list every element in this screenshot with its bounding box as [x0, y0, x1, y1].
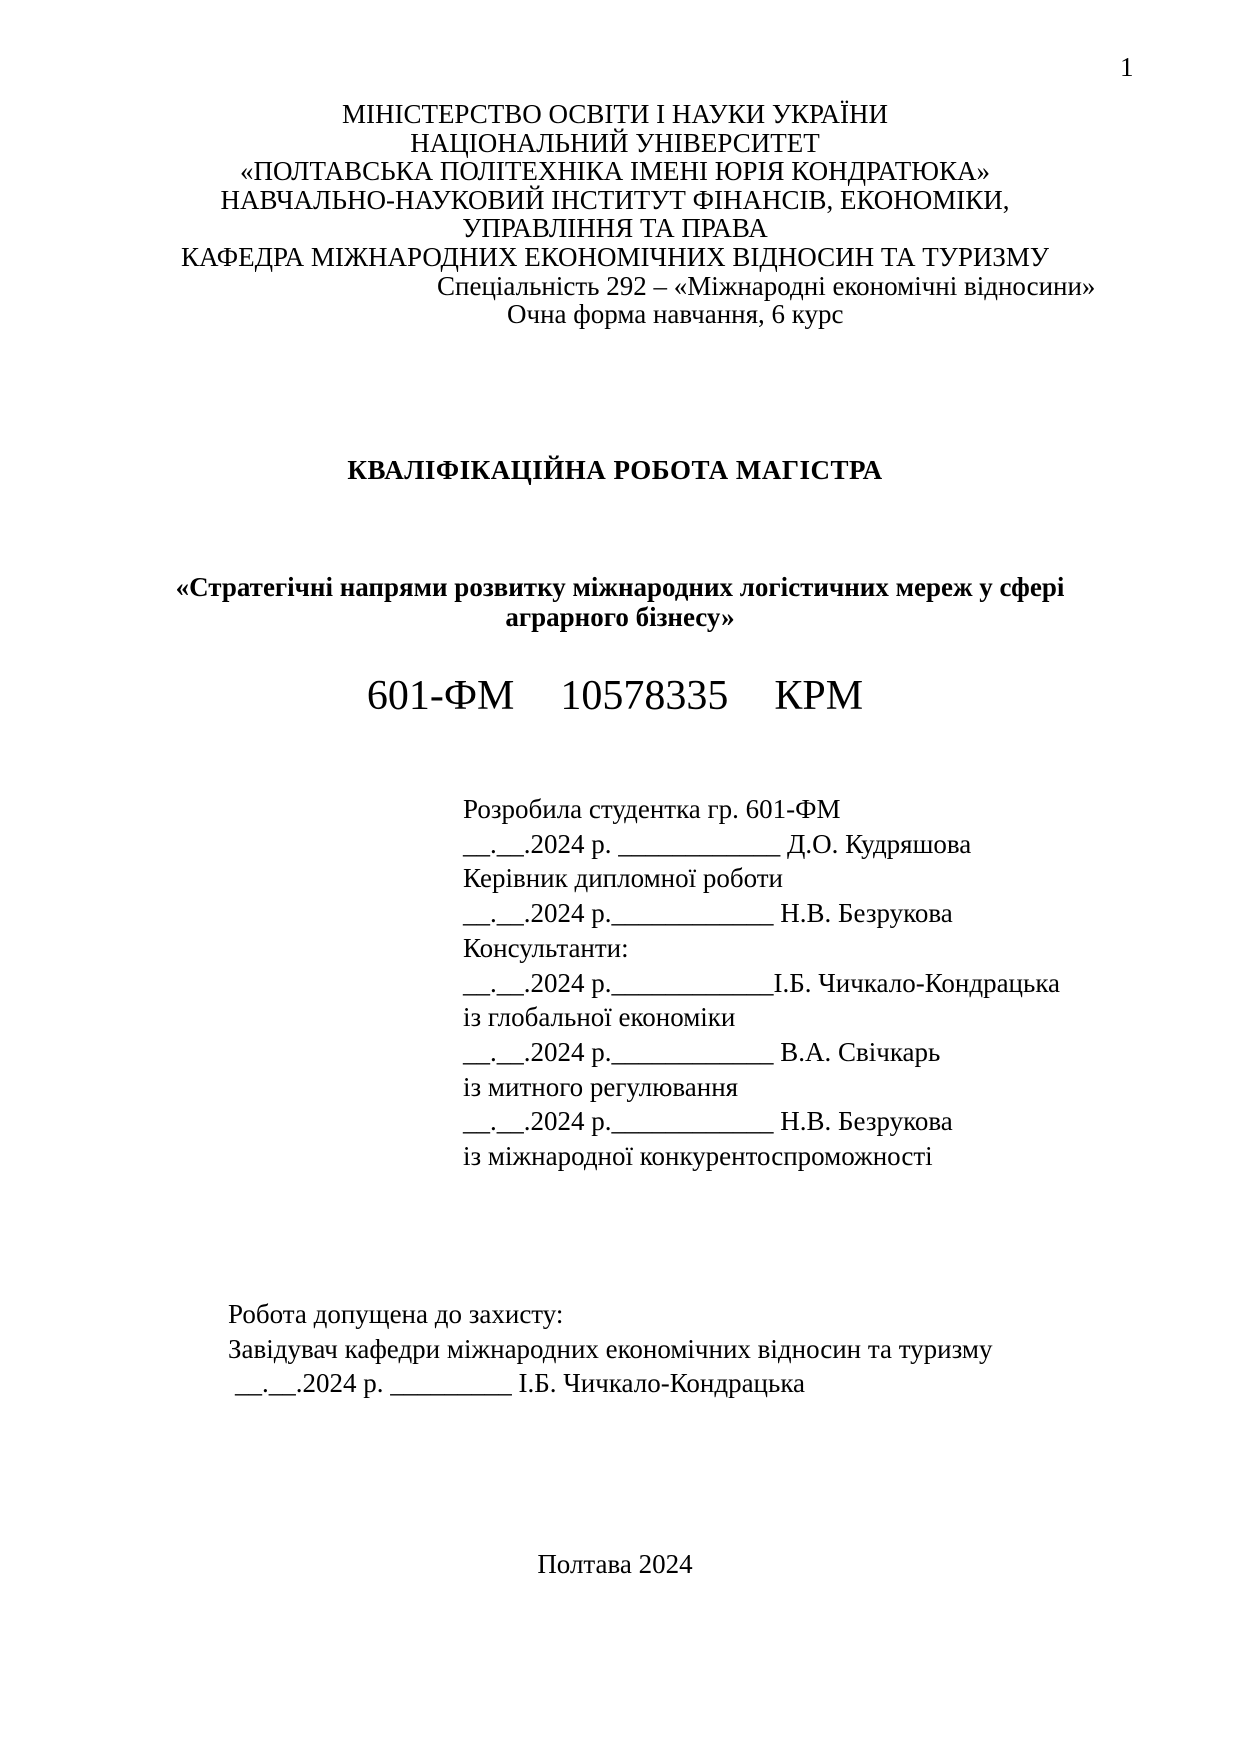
signature-block	[463, 792, 1060, 1174]
thesis-title-line-1: «Стратегічні напрями розвитку міжнародних логістичних мереж у сфері	[175, 572, 1065, 602]
student-id-code: 10578335	[560, 673, 729, 719]
consultant-1-signature-line: __.__.2024 р.____________І.Б. Чичкало-Кондрацька	[463, 967, 1061, 998]
consultant-3-subject-line: із міжнародної конкурентоспроможності	[463, 1141, 933, 1172]
supervisor-signature-line: __.__.2024 р.____________ Н.В. Безрукова	[463, 898, 953, 929]
thesis-title	[110, 572, 1130, 632]
department-line: КАФЕДРА МІЖНАРОДНИХ ЕКОНОМІЧНИХ ВІДНОСИН ТА ТУРИЗМУ	[181, 241, 1049, 272]
supervisor-role-line: Керівник дипломної роботи	[463, 863, 783, 894]
work-type-code: КРМ	[774, 673, 864, 719]
consultant-3-signature-line: __.__.2024 р.____________ Н.В. Безрукова	[463, 1106, 953, 1137]
admission-head-role-line: Завідувач кафедри міжнародних економічних відносин та туризму	[228, 1333, 993, 1364]
institute-line-1: НАВЧАЛЬНО-НАУКОВИЙ ІНСТИТУТ ФІНАНСІВ, ЕКОНОМІКИ,	[220, 184, 1010, 215]
group-code: 601-ФМ	[366, 673, 515, 719]
page-number: 1	[1120, 52, 1134, 82]
developer-role-line: Розробила студентка гр. 601-ФМ	[463, 794, 841, 824]
consultant-2-signature-line: __.__.2024 р.____________ В.А. Свічкарь	[463, 1036, 941, 1067]
university-line: НАЦІОНАЛЬНИЙ УНІВЕРСИТЕТ	[410, 127, 820, 158]
admission-signature-line: __.__.2024 р. _________ І.Б. Чичкало-Кондрацька	[235, 1368, 806, 1399]
consultant-1-subject-line: із глобальної економіки	[463, 1002, 736, 1033]
university-name-line: «ПОЛТАВСЬКА ПОЛІТЕХНІКА ІМЕНІ ЮРІЯ КОНДРАТЮКА»	[239, 156, 990, 187]
work-type-heading: КВАЛІФІКАЦІЙНА РОБОТА МАГІСТРА	[347, 455, 883, 485]
institute-line-2: УПРАВЛІННЯ ТА ПРАВА	[462, 213, 768, 244]
work-code-line	[150, 672, 1080, 720]
university-header	[150, 99, 1096, 330]
specialty-line: Спеціальність 292 – «Міжнародні економічні відносини»	[437, 270, 1096, 301]
admission-block	[228, 1297, 993, 1401]
ministry-line: МІНІСТЕРСТВО ОСВІТИ І НАУКИ УКРАЇНИ	[341, 99, 889, 129]
consultant-2-subject-line: із митного регулювання	[463, 1071, 739, 1102]
city-year-line: Полтава 2024	[537, 1549, 693, 1579]
thesis-title-line-2: аграрного бізнесу»	[505, 602, 735, 632]
study-form-line: Очна форма навчання, 6 курс	[507, 299, 844, 330]
admission-statement-line: Робота допущена до захисту:	[228, 1299, 564, 1329]
consultants-label-line: Консультанти:	[463, 932, 629, 963]
developer-signature-line: __.__.2024 р. ____________ Д.О. Кудряшова	[463, 828, 972, 859]
